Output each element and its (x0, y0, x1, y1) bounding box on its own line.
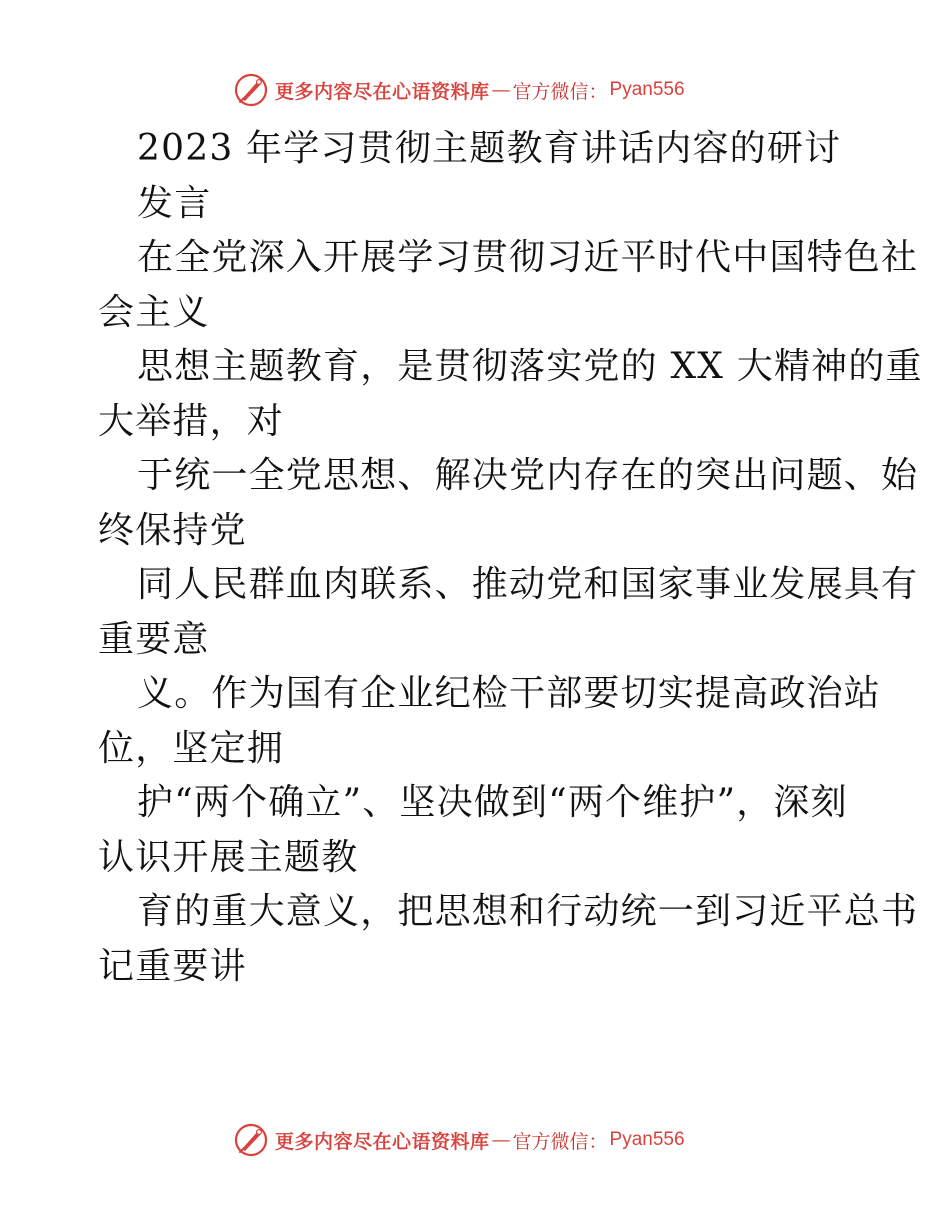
paragraph-line: 记重要讲 (98, 945, 247, 987)
paragraph-line: 于统一全党思想、解决党内存在的突出问题、始 (137, 455, 919, 496)
watermark-dash: — (491, 1129, 511, 1151)
paragraph-line: 义。作为国有企业纪检干部要切实提高政治站 (137, 673, 882, 714)
paragraph-line: 在全党深入开展学习贯彻习近平时代中国特色社 (137, 237, 919, 278)
paragraph-line: 会主义 (98, 291, 210, 333)
doc-title-line-2: 发言 (137, 182, 212, 224)
paragraph-line: 大举措，对 (98, 400, 285, 442)
watermark-wechat-id: Pyan556 (609, 1129, 685, 1150)
paragraph-line: 同人民群血肉联系、推动党和国家事业发展具有 (137, 564, 919, 605)
watermark-banner-top (233, 70, 753, 110)
quill-pen-logo-icon (233, 1122, 269, 1158)
watermark-sub-text: 官方微信： (512, 1130, 608, 1153)
paragraph-line: 认识开展主题教 (98, 836, 359, 878)
watermark-sub-text: 官方微信： (512, 80, 608, 103)
paragraph-line: 护“两个确立”、坚决做到“两个维护”，深刻 (137, 782, 848, 823)
paragraph-line: 育的重大意义，把思想和行动统一到习近平总书 (137, 891, 919, 932)
document-body (0, 122, 950, 994)
paragraph-line: 重要意 (98, 618, 210, 660)
paragraph-line: 位，坚定拥 (98, 727, 285, 769)
quill-pen-logo-icon (233, 72, 269, 108)
paragraph-line: 终保持党 (98, 509, 247, 551)
watermark-wechat-id: Pyan556 (609, 79, 685, 100)
paragraph-line: 思想主题教育，是贯彻落实党的 XX 大精神的重 (137, 346, 923, 387)
watermark-dash: — (491, 79, 511, 101)
watermark-main-text: 更多内容尽在心语资料库 (275, 80, 490, 103)
doc-title-line-1: 2023 年学习贯彻主题教育讲话内容的研讨 (137, 128, 842, 169)
watermark-banner-bottom (233, 1120, 753, 1160)
watermark-main-text: 更多内容尽在心语资料库 (275, 1130, 490, 1153)
